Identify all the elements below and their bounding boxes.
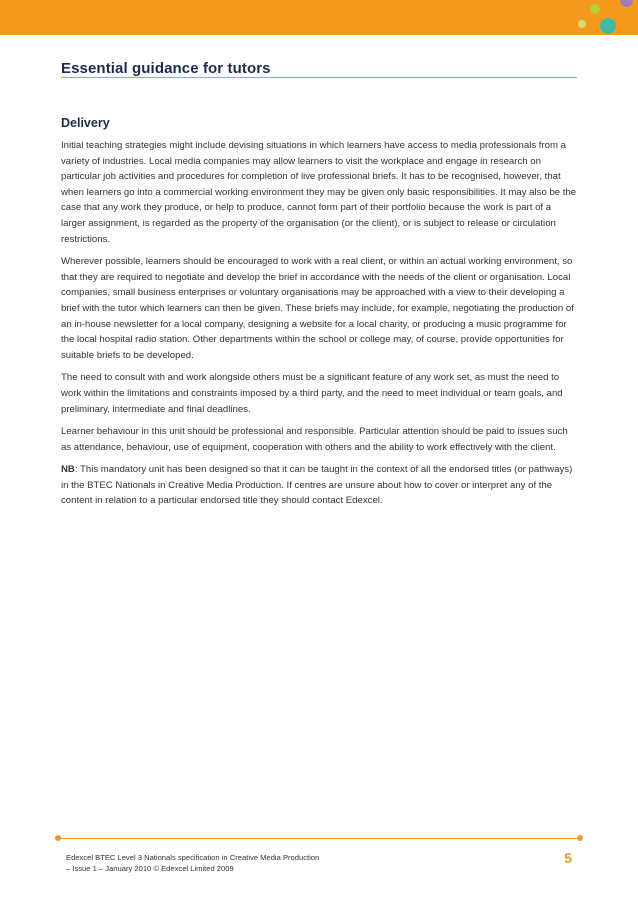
title-divider	[61, 77, 577, 78]
header-band	[0, 0, 638, 35]
section-heading: Delivery	[61, 116, 110, 130]
footer-dot-right-icon	[577, 835, 583, 841]
nb-label: NB	[61, 464, 75, 476]
nb-paragraph	[61, 462, 577, 509]
decorative-dot-purple-icon	[620, 0, 633, 7]
paragraph-4: Learner behaviour in this unit should be professional and responsible. Particular attention should be paid to issues such as attendance, behaviour, use of equipment, cooperation with others and the ability to work effectively with the client.	[61, 426, 568, 453]
paragraph-3: The need to consult with and work alongside others must be a significant feature of any work set, as must the need to work within the limitations and constraints imposed by a third party, and the need to meet individual or team goals, and preliminary, intermediate and final deadlines.	[61, 372, 563, 415]
decorative-dot-teal-icon	[600, 18, 616, 34]
page-number: 5	[564, 850, 572, 866]
footer-line-1: Edexcel BTEC Level 3 Nationals specification in Creative Media Production	[66, 853, 320, 862]
footer-divider	[58, 838, 580, 839]
decorative-dot-lime-icon	[578, 20, 586, 28]
footer-citation	[66, 852, 426, 874]
nb-text: : This mandatory unit has been designed so that it can be taught in the context of all the endorsed titles (or pathways) in the BTEC Nationals in Creative Media Production. If centres are unsure about how to cover or interpret any of the content in relation to a particular endorsed title they should contact Edexcel.	[61, 464, 573, 507]
footer-line-2: – Issue 1 – January 2010 © Edexcel Limited 2009	[66, 864, 234, 873]
body-text	[61, 138, 577, 516]
decorative-dot-green-icon	[590, 4, 600, 14]
page-title: Essential guidance for tutors	[61, 60, 271, 77]
paragraph-2: Wherever possible, learners should be encouraged to work with a real client, or within an actual working environment, so that they are required to negotiate and develop the brief in accordance with the needs of the client or organisation. Local companies, small business enterprises or voluntary organisations may be approached with a view to their developing a brief with the tutor which learners can then be given. These briefs may include, for example, negotiating the production of an in-house newsletter for a local company, designing a website for a local charity, or producing a music programme for the local hospital radio station. Other departments within the school or college may, of course, provide opportunities for suitable briefs to be developed.	[61, 256, 574, 361]
paragraph-1: Initial teaching strategies might include devising situations in which learners have access to media professionals from a variety of industries. Local media companies may allow learners to visit the workplace and engage in research on particular job activities and procedures for completion of live professional briefs. It has to be recognised, however, that when learners go into a commercial working environment they may be given only basic responsibilities. It may also be the case that any work they produce, or help to produce, cannot form part of their portfolio because the work is part of a larger assignment, is regarded as the property of the organisation (or the client), or is subject to release or circulation restrictions.	[61, 140, 577, 245]
